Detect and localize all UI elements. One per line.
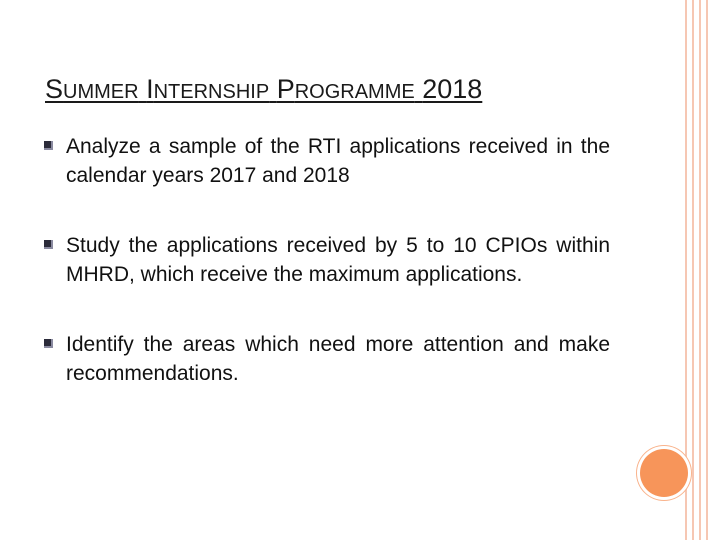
orange-circle-icon <box>640 449 688 497</box>
square-bullet-icon <box>44 240 53 249</box>
title-initial: S <box>45 74 64 104</box>
square-bullet-icon <box>44 339 53 348</box>
decorative-border-line <box>692 0 694 540</box>
bullet-text: Identify the areas which need more attention and make recommendations. <box>66 333 610 385</box>
title-initial: P <box>276 74 295 104</box>
slide-title <box>45 74 482 105</box>
title-word: NTERNSHIP <box>153 81 270 103</box>
decorative-border-line <box>706 0 708 540</box>
bullet-item <box>44 330 610 388</box>
title-year: 2018 <box>422 74 483 104</box>
title-word: UMMER <box>63 81 139 103</box>
title-initial: I <box>146 74 154 104</box>
decorative-border-line <box>685 0 687 540</box>
bullet-text: Study the applications received by 5 to 10 CPIOs within MHRD, which receive the maximum applications. <box>66 234 610 286</box>
decorative-border-line <box>699 0 701 540</box>
bullet-item <box>44 231 610 289</box>
bullet-text: Analyze a sample of the RTI applications received in the calendar years 2017 and 2018 <box>66 135 610 187</box>
bullet-item <box>44 132 610 190</box>
bullet-list <box>44 132 610 388</box>
title-word: ROGRAMME <box>294 81 415 103</box>
square-bullet-icon <box>44 141 53 150</box>
